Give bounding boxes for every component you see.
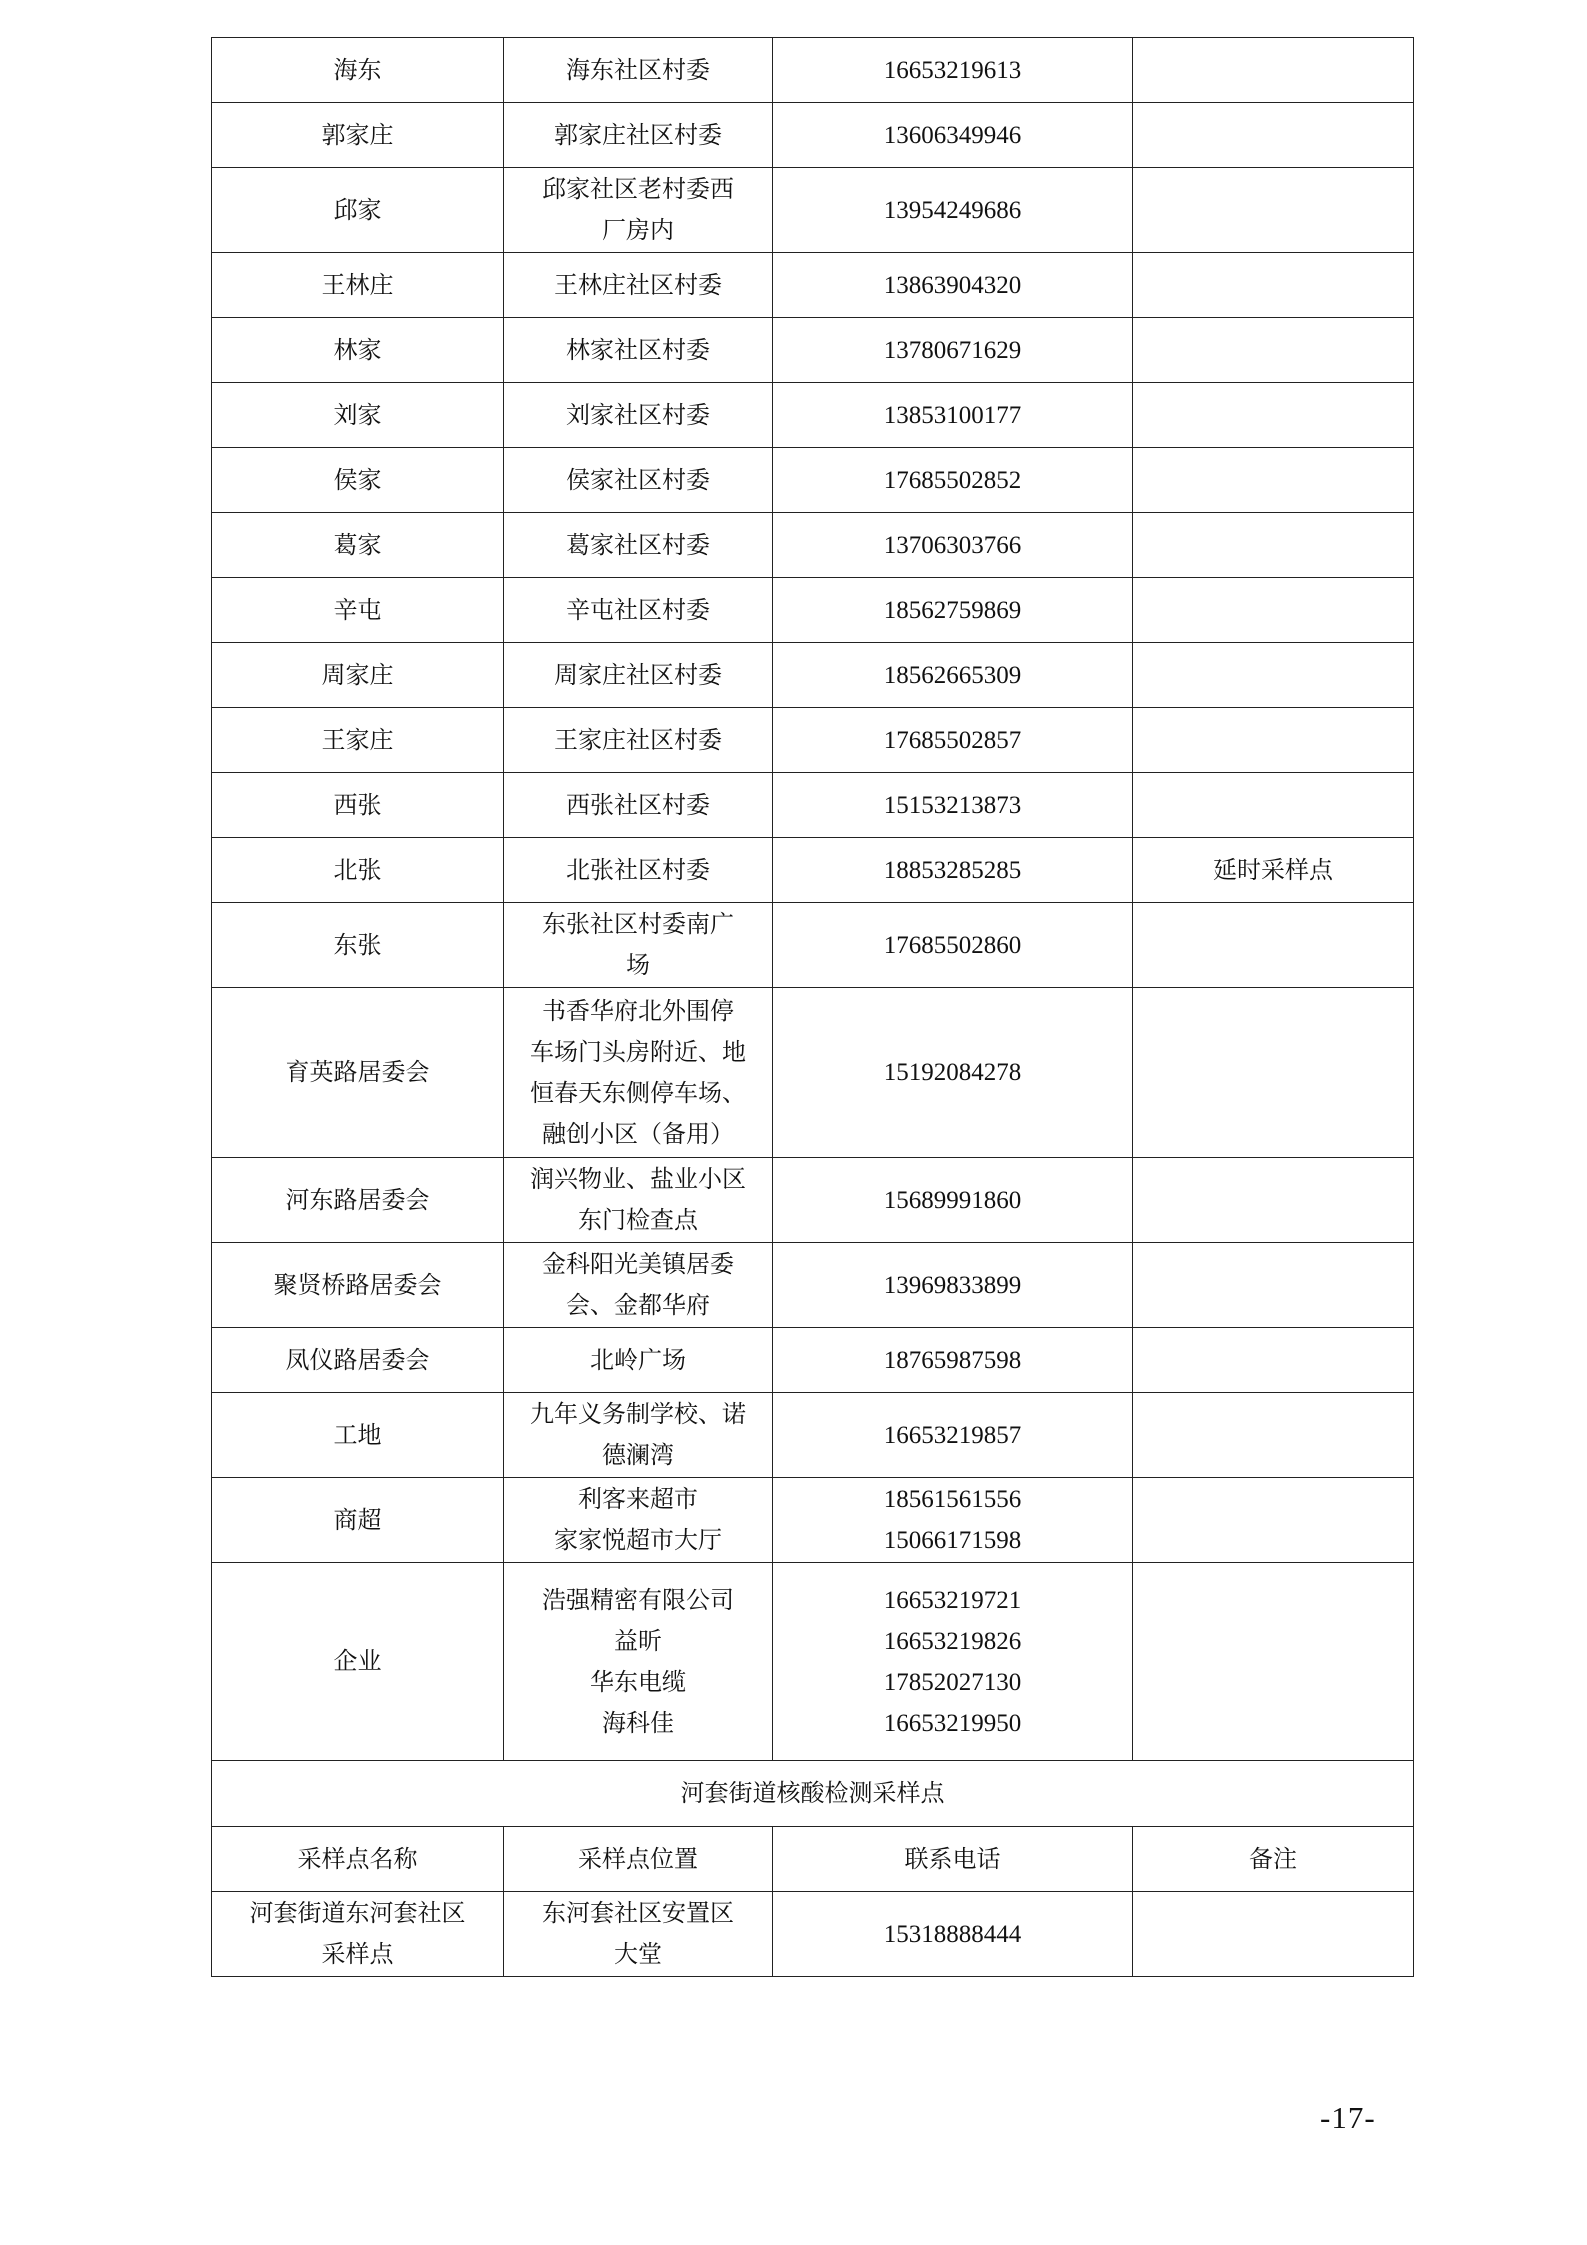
table-row: [212, 253, 1414, 318]
cell-location: [504, 1243, 773, 1328]
cell-phone-line: 13863904320: [883, 271, 1022, 299]
cell-name-line: 西张: [333, 790, 382, 819]
cell-name: [212, 513, 504, 578]
cell-location-line: 北张社区村委: [566, 855, 710, 884]
cell-location-line: 恒春天东侧停车场、: [530, 1078, 746, 1107]
table-row: [212, 578, 1414, 643]
cell-name: [212, 988, 504, 1158]
cell-phone-line: 13954249686: [883, 196, 1022, 224]
cell-name-line: 工地: [333, 1420, 382, 1449]
cell-location: [504, 318, 773, 383]
cell-phone: [773, 38, 1133, 103]
cell-phone: [773, 103, 1133, 168]
cell-note: [1133, 448, 1414, 513]
cell-phone: [773, 1892, 1133, 1977]
cell-phone-line: 17685502857: [883, 726, 1022, 754]
cell-note: [1133, 578, 1414, 643]
cell-phone: [773, 708, 1133, 773]
cell-location-line: 海科佳: [602, 1708, 674, 1737]
sampling-points-table: [211, 37, 1414, 1977]
table-row: [212, 643, 1414, 708]
cell-name-line: 凤仪路居委会: [285, 1345, 430, 1374]
cell-phone-line: 15689991860: [883, 1186, 1022, 1214]
cell-note: [1133, 1328, 1414, 1393]
page-number: -17-: [1320, 2100, 1376, 2135]
cell-note: [1133, 168, 1414, 253]
cell-phone-line: 18853285285: [883, 856, 1022, 884]
cell-location-line: 场: [626, 951, 650, 979]
cell-location-line: 厂房内: [602, 216, 674, 244]
cell-name: [212, 708, 504, 773]
cell-location: [504, 1393, 773, 1478]
cell-location: [504, 1158, 773, 1243]
cell-location: [504, 513, 773, 578]
cell-phone: [773, 1563, 1133, 1761]
table-row: [212, 708, 1414, 773]
table-row: [212, 38, 1414, 103]
cell-location-line: 刘家社区村委: [566, 400, 710, 429]
cell-location-line: 王家庄社区村委: [554, 725, 722, 754]
cell-phone-line: 16653219826: [883, 1627, 1022, 1655]
cell-note: [1133, 253, 1414, 318]
cell-note: [1133, 903, 1414, 988]
cell-phone: [773, 1393, 1133, 1478]
cell-location: [504, 988, 773, 1158]
cell-name: [212, 1328, 504, 1393]
cell-phone: [773, 988, 1133, 1158]
cell-note: [1133, 1243, 1414, 1328]
table-row: [212, 773, 1414, 838]
cell-name: [212, 253, 504, 318]
cell-name: [212, 1158, 504, 1243]
cell-name-line: 侯家: [333, 465, 382, 494]
table-row: [212, 1328, 1414, 1393]
cell-phone-line: 18562759869: [883, 596, 1022, 624]
table-row: [212, 903, 1414, 988]
cell-phone: [773, 643, 1133, 708]
cell-location-line: 西张社区村委: [566, 790, 710, 819]
cell-location-line: 华东电缆: [590, 1667, 686, 1696]
cell-phone: [773, 773, 1133, 838]
cell-location-line: 金科阳光美镇居委: [542, 1250, 734, 1278]
cell-name: [212, 1892, 504, 1977]
cell-name-line: 海东: [333, 55, 382, 84]
cell-location-line: 辛屯社区村委: [566, 595, 710, 624]
cell-location: [504, 1328, 773, 1393]
cell-location-line: 书香华府北外围停: [542, 996, 734, 1025]
cell-name-line: 王林庄: [321, 270, 394, 299]
cell-phone-line: 15066171598: [883, 1527, 1022, 1554]
cell-phone-line: 16653219613: [883, 56, 1022, 84]
table-row: [212, 318, 1414, 383]
cell-location-line: 侯家社区村委: [566, 465, 710, 494]
cell-note: [1133, 1892, 1414, 1977]
cell-name: [212, 1478, 504, 1563]
cell-phone: [773, 168, 1133, 253]
cell-phone: [773, 448, 1133, 513]
cell-phone-line: 16653219857: [883, 1421, 1022, 1449]
cell-name-line: 王家庄: [321, 725, 394, 754]
cell-phone-line: 13706303766: [883, 531, 1022, 559]
header-row: [212, 1827, 1414, 1892]
cell-name-line: 郭家庄: [321, 120, 394, 149]
cell-location-line: 葛家社区村委: [566, 530, 710, 559]
cell-name-line: 周家庄: [321, 660, 394, 689]
cell-name: [212, 318, 504, 383]
table-row: [212, 383, 1414, 448]
cell-phone: [773, 253, 1133, 318]
cell-name-line: 采样点: [321, 1940, 394, 1968]
cell-note: [1133, 1563, 1414, 1761]
cell-note: [1133, 103, 1414, 168]
cell-name-line: 葛家: [333, 530, 382, 559]
cell-location-line: 林家社区村委: [566, 335, 710, 364]
column-header-name: 采样点名称: [212, 1827, 504, 1892]
cell-phone: [773, 578, 1133, 643]
cell-name: [212, 168, 504, 253]
cell-location: [504, 1563, 773, 1761]
cell-name: [212, 1563, 504, 1761]
cell-name-line: 东张: [333, 930, 382, 959]
cell-phone: [773, 1328, 1133, 1393]
table-row: [212, 988, 1414, 1158]
cell-name-line: 辛屯: [333, 595, 382, 624]
cell-phone: [773, 1243, 1133, 1328]
cell-phone-line: 13853100177: [883, 401, 1022, 429]
cell-name-line: 邱家: [333, 195, 382, 224]
cell-phone-line: 17852027130: [883, 1668, 1022, 1696]
cell-name: [212, 838, 504, 903]
cell-name: [212, 38, 504, 103]
cell-location-line: 东门检查点: [578, 1206, 698, 1234]
cell-name: [212, 578, 504, 643]
cell-name-line: 企业: [333, 1647, 382, 1675]
table-row: [212, 168, 1414, 253]
cell-note: [1133, 1393, 1414, 1478]
cell-name-line: 聚贤桥路居委会: [273, 1270, 442, 1299]
cell-phone: [773, 513, 1133, 578]
cell-phone: [773, 903, 1133, 988]
cell-location-line: 郭家庄社区村委: [554, 120, 722, 149]
cell-phone-line: 18765987598: [883, 1346, 1022, 1374]
table-row: [212, 1478, 1414, 1563]
cell-note: [1133, 708, 1414, 773]
cell-name-line: 刘家: [333, 400, 382, 429]
table-row: [212, 1158, 1414, 1243]
cell-phone-line: 17685502852: [883, 466, 1022, 494]
cell-location-line: 九年义务制学校、诺: [530, 1400, 746, 1428]
cell-location-line: 海东社区村委: [566, 55, 710, 84]
cell-location-line: 大堂: [614, 1940, 662, 1968]
cell-location-line: 益昕: [614, 1626, 662, 1655]
column-header-location: 采样点位置: [504, 1827, 773, 1892]
cell-note: [1133, 318, 1414, 383]
cell-location-line: 德澜湾: [602, 1441, 674, 1469]
table-row: [212, 1892, 1414, 1977]
cell-note: [1133, 383, 1414, 448]
table-row: [212, 513, 1414, 578]
cell-note: [1133, 643, 1414, 708]
cell-phone-line: 18561561556: [883, 1486, 1022, 1513]
cell-location: [504, 1892, 773, 1977]
cell-name: [212, 773, 504, 838]
cell-phone: [773, 838, 1133, 903]
cell-location: [504, 383, 773, 448]
cell-name: [212, 1393, 504, 1478]
section-title-row: [212, 1761, 1414, 1827]
cell-name: [212, 903, 504, 988]
cell-location-line: 东河套社区安置区: [542, 1899, 734, 1927]
cell-name: [212, 448, 504, 513]
cell-phone: [773, 383, 1133, 448]
cell-name-line: 林家: [333, 335, 382, 364]
cell-location-line: 东张社区村委南广: [542, 910, 734, 938]
cell-note: [1133, 1478, 1414, 1563]
cell-location: [504, 168, 773, 253]
cell-name: [212, 643, 504, 708]
cell-location: [504, 38, 773, 103]
cell-name-line: 商超: [333, 1505, 382, 1534]
cell-note: 延时采样点: [1133, 838, 1414, 903]
cell-location-line: 融创小区（备用）: [542, 1119, 734, 1148]
cell-phone-line: 18562665309: [883, 661, 1022, 689]
cell-location: [504, 448, 773, 513]
cell-location-line: 北岭广场: [590, 1345, 686, 1374]
cell-location: [504, 708, 773, 773]
cell-phone-line: 17685502860: [883, 931, 1022, 959]
table-row: [212, 1563, 1414, 1761]
cell-location-line: 家家悦超市大厅: [554, 1526, 722, 1554]
cell-phone-line: 15153213873: [883, 791, 1022, 819]
cell-location: [504, 253, 773, 318]
cell-name-line: 北张: [333, 855, 382, 884]
cell-phone-line: 13780671629: [883, 336, 1022, 364]
table-row: [212, 1393, 1414, 1478]
cell-location: [504, 1478, 773, 1563]
cell-name: [212, 103, 504, 168]
cell-note: [1133, 38, 1414, 103]
cell-location-line: 会、金都华府: [566, 1291, 710, 1319]
cell-phone-line: 16653219721: [883, 1586, 1022, 1614]
table-row: [212, 838, 1414, 903]
cell-phone-line: 13606349946: [883, 121, 1022, 149]
cell-name: [212, 1243, 504, 1328]
cell-location: [504, 643, 773, 708]
cell-location: [504, 103, 773, 168]
cell-location-line: 浩强精密有限公司: [542, 1585, 734, 1614]
cell-location-line: 车场门头房附近、地: [530, 1037, 746, 1066]
cell-location: [504, 773, 773, 838]
table-row: [212, 448, 1414, 513]
cell-note: [1133, 773, 1414, 838]
cell-phone: [773, 1158, 1133, 1243]
cell-location: [504, 903, 773, 988]
table-body: [212, 38, 1414, 1977]
cell-location-line: 润兴物业、盐业小区: [530, 1165, 746, 1193]
cell-name-line: 河套街道东河套社区: [249, 1899, 466, 1927]
cell-name-line: 河东路居委会: [285, 1185, 430, 1214]
cell-phone-line: 13969833899: [883, 1271, 1022, 1299]
cell-note: [1133, 1158, 1414, 1243]
cell-location-line: 周家庄社区村委: [554, 660, 722, 689]
cell-location: [504, 578, 773, 643]
cell-phone: [773, 318, 1133, 383]
cell-note: [1133, 988, 1414, 1158]
table-row: [212, 103, 1414, 168]
cell-location: [504, 838, 773, 903]
cell-location-line: 利客来超市: [578, 1485, 698, 1513]
cell-phone-line: 15192084278: [883, 1059, 1022, 1086]
cell-name: [212, 383, 504, 448]
cell-name-line: 育英路居委会: [285, 1058, 430, 1086]
cell-phone: [773, 1478, 1133, 1563]
cell-location-line: 王林庄社区村委: [554, 270, 722, 299]
section-title: 河套街道核酸检测采样点: [212, 1761, 1414, 1827]
cell-phone-line: 15318888444: [883, 1920, 1022, 1948]
table-row: [212, 1243, 1414, 1328]
cell-phone-line: 16653219950: [883, 1709, 1022, 1737]
cell-note: [1133, 513, 1414, 578]
column-header-note: 备注: [1133, 1827, 1414, 1892]
column-header-phone: 联系电话: [773, 1827, 1133, 1892]
cell-location-line: 邱家社区老村委西: [542, 175, 734, 203]
